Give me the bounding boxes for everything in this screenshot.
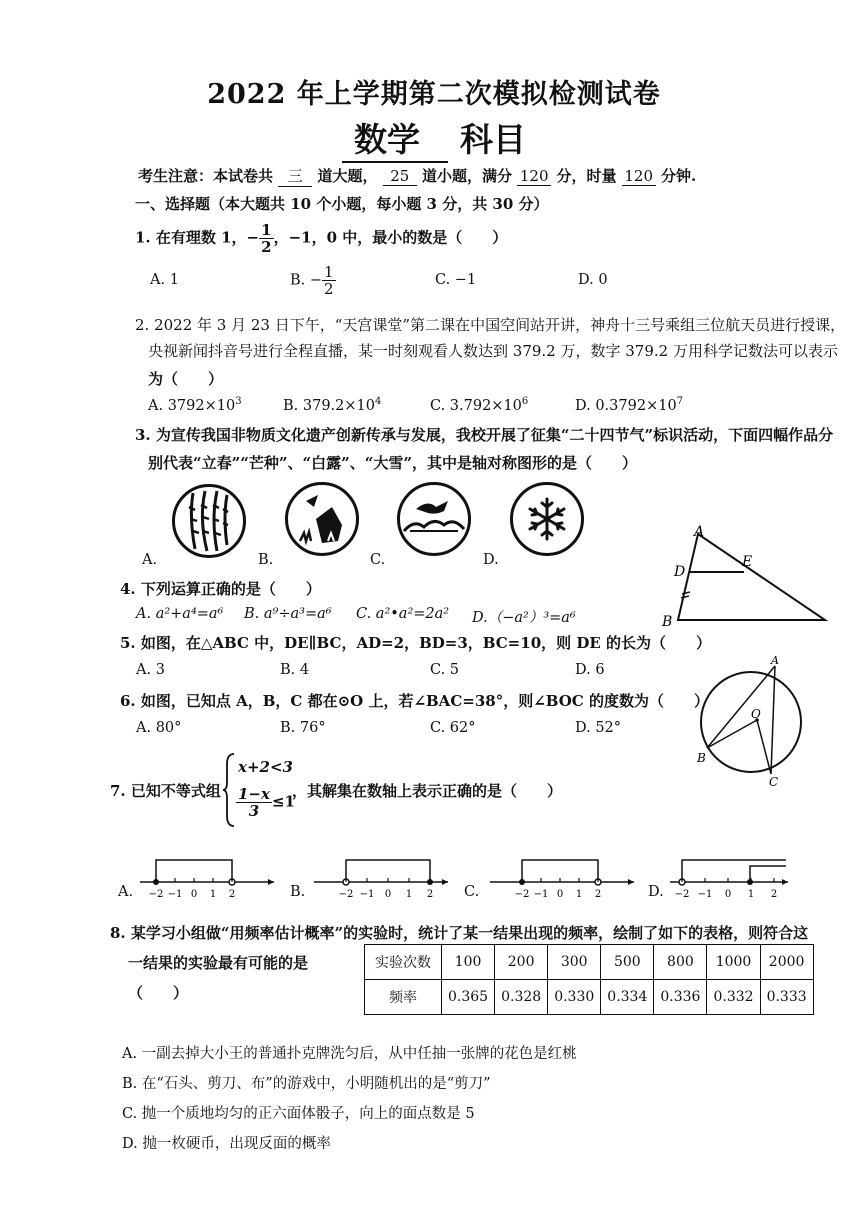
question-8-line1: 8. 某学习小组做“用频率估计概率”的实验时，统计了某一结果出现的频率，绘制了如下的表格，则符合这 [110, 924, 809, 942]
number-line-tick-label: −1 [167, 889, 183, 900]
q2-option-d: D. $0.3792\times 10^7$ [575, 396, 684, 414]
q7-option-b: B. [290, 884, 306, 900]
point-a-label: A [771, 654, 779, 667]
table-cell: 300 [548, 945, 601, 980]
egret-icon [400, 485, 468, 553]
question-3-line2: 别代表“立春”“芒种”、“白露”、“大雪”，其中是轴对称图形的是（ ） [148, 454, 638, 472]
q3-option-c: C. [370, 552, 386, 568]
number-line-tick-label: 2 [228, 889, 236, 900]
number-line-tick-label: −1 [697, 889, 713, 900]
table-header-cell: 实验次数 [365, 945, 442, 980]
point-d-label: D [674, 564, 686, 580]
mangzhong-emblem [285, 482, 359, 556]
number-line-tick-label: 0 [724, 889, 732, 900]
number-line-tick-label: 1 [209, 889, 217, 900]
question-5-stem: 5. 如图，在△ABC 中，DE∥BC，AD=2，BD=3，BC=10，则 DE 的长为（ ） [120, 634, 712, 652]
q1-option-c: C. −1 [435, 272, 477, 288]
table-cell: 0.336 [654, 980, 707, 1015]
q8-option-d: D. 抛一枚硬币，出现反面的概率 [122, 1136, 331, 1152]
number-line-tick-label: −1 [533, 889, 549, 900]
question-2-line1: 2. 2022 年 3 月 23 日下午，“天宫课堂”第二课在中国空间站开讲，神舟十三号乘组三位航天员进行授课， [135, 316, 846, 334]
table-cell: 800 [654, 945, 707, 980]
notice-mid1: 道大题， [317, 167, 378, 185]
question-3-line1: 3. 为宣传我国非物质文化遗产创新传承与发展，我校开展了征集“二十四节气”标识活动，下面四幅作品分 [135, 426, 834, 444]
section-count: 三 [278, 165, 312, 187]
question-1-stem: 1. 在有理数 1，− $\frac{1}{2}$ ，−1，0 中，最小的数是（ ） [135, 221, 508, 256]
q7-option-c: C. [464, 884, 480, 900]
number-line-tick-label: −2 [338, 889, 354, 900]
point-c-label: C [769, 775, 779, 789]
snowflake-icon [513, 485, 581, 553]
q6-option-a: A. 80° [136, 720, 182, 736]
table-row [365, 980, 814, 1015]
number-line-tick-label: −2 [674, 889, 690, 900]
q3-option-d: D. [483, 552, 499, 568]
subject-name: 数学 [342, 114, 448, 163]
q6-option-d: D. 52° [575, 720, 622, 736]
table-cell: 500 [601, 945, 654, 980]
q4-option-d: D.（−a²）³=a⁶ [472, 610, 576, 626]
q3-option-a: A. [142, 552, 158, 568]
table-cell: 200 [495, 945, 548, 980]
notice-mid3: 分，时量 [556, 167, 617, 185]
number-line-tick-label: 0 [384, 889, 392, 900]
triangle-figure [660, 522, 840, 634]
exam-title: 2022 年上学期第二次模拟检测试卷 [207, 79, 661, 110]
question-8-line2: 一结果的实验最有可能的是 [128, 954, 309, 972]
point-b-label: B [697, 751, 706, 765]
number-line-tick-label: 0 [190, 889, 198, 900]
section-1-heading: 一、选择题（本大题共 10 个小题，每小题 3 分，共 30 分） [135, 195, 549, 213]
vertex-b-label: B [662, 614, 673, 630]
q4-option-a: A. a²+a⁴=a⁶ [136, 606, 224, 622]
number-line-tick-label: 1 [575, 889, 583, 900]
number-line-c [488, 852, 638, 900]
table-cell: 0.365 [442, 980, 495, 1015]
q5-option-a: A. 3 [136, 662, 165, 678]
table-cell: 2000 [760, 945, 813, 980]
lichun-emblem [172, 484, 246, 558]
table-cell: 0.330 [548, 980, 601, 1015]
q4-option-c: C. a²•a²=2a² [356, 606, 450, 622]
q1-option-a: A. 1 [150, 272, 179, 288]
number-line-tick-label: 0 [556, 889, 564, 900]
notice-prefix: 考生注意：本试卷共 [138, 167, 274, 185]
notice-mid2: 道小题，满分 [421, 167, 512, 185]
q3-option-b: B. [258, 552, 274, 568]
table-cell: 0.334 [601, 980, 654, 1015]
q6-option-c: C. 62° [430, 720, 476, 736]
table-header-cell: 频率 [365, 980, 442, 1015]
table-cell: 0.333 [760, 980, 813, 1015]
q2-option-c: C. $3.792\times 10^6$ [430, 396, 529, 414]
daxue-emblem [510, 482, 584, 556]
question-4-stem: 4. 下列运算正确的是（ ） [120, 580, 321, 598]
number-line-tick-label: 2 [770, 889, 778, 900]
question-7-suffix: ，其解集在数轴上表示正确的是（ ） [292, 782, 563, 800]
inequality-1: x+2<3 [238, 758, 293, 776]
number-line-tick-label: −2 [148, 889, 164, 900]
frequency-table [364, 944, 814, 1015]
table-cell: 1000 [707, 945, 760, 980]
point-e-label: E [742, 554, 753, 570]
question-7-prefix: 7. 已知不等式组 [110, 782, 221, 800]
circle-figure [693, 652, 805, 792]
table-cell: 0.332 [707, 980, 760, 1015]
number-line-tick-label: 2 [594, 889, 602, 900]
number-line-tick-label: −1 [359, 889, 375, 900]
time-limit: 120 [622, 167, 656, 186]
full-score: 120 [517, 167, 551, 186]
number-line-a [138, 852, 278, 900]
table-cell: 100 [442, 945, 495, 980]
question-8-line3: （ ） [128, 984, 189, 1002]
q5-option-b: B. 4 [280, 662, 310, 678]
q6-option-b: B. 76° [280, 720, 326, 736]
question-6-stem: 6. 如图，已知点 A，B，C 都在⊙O 上，若∠BAC=38°，则∠BOC 的度数为（ ） [120, 692, 709, 710]
subject-suffix: 科目 [460, 120, 526, 159]
system-brace [222, 752, 236, 828]
number-line-tick-label: −2 [514, 889, 530, 900]
center-o-label: O [751, 707, 761, 721]
exam-notice [138, 165, 696, 187]
q8-option-a: A. 一副去掉大小王的普通扑克牌洗匀后，从中任抽一张牌的花色是红桃 [122, 1046, 577, 1062]
table-row [365, 945, 814, 980]
question-2-line2: 央视新闻抖音号进行全程直播，某一时刻观看人数达到 379.2 万，数字 379.2 万用科学记数法可以表示 [148, 342, 838, 360]
number-line-d [668, 852, 792, 900]
question-2-line3: 为（ ） [148, 370, 224, 388]
crop-icon [288, 485, 356, 553]
q4-option-b: B. a⁹÷a³=a⁶ [244, 606, 332, 622]
q2-option-b: B. $379.2\times 10^4$ [283, 396, 382, 414]
q1-option-d: D. 0 [578, 272, 608, 288]
question-count: 25 [383, 167, 417, 186]
number-line-tick-label: 2 [426, 889, 434, 900]
number-line-tick-label: 1 [747, 889, 755, 900]
number-line-b [312, 852, 452, 900]
q8-option-c: C. 抛一个质地均匀的正六面体骰子，向上的面点数是 5 [122, 1106, 475, 1122]
q1-option-b: B. − $\frac{1}{2}$ [290, 263, 334, 298]
number-line-tick-label: 1 [405, 889, 413, 900]
vertex-a-label: A [694, 524, 705, 540]
willow-icon [175, 487, 243, 555]
table-cell: 0.328 [495, 980, 548, 1015]
q5-option-d: D. 6 [575, 662, 605, 678]
inequality-2: $\frac{1-x}{3}$ ≤1 [238, 785, 295, 820]
q2-option-a: A. $3792\times 10^3$ [148, 396, 242, 414]
fraction: $\frac{1}{2}$ [261, 221, 272, 256]
q5-option-c: C. 5 [430, 662, 460, 678]
q7-option-d: D. [648, 884, 664, 900]
notice-end: 分钟. [660, 167, 697, 185]
bailu-emblem [397, 482, 471, 556]
q8-option-b: B. 在“石头、剪刀、布”的游戏中，小明随机出的是“剪刀” [122, 1076, 491, 1092]
q7-option-a: A. [118, 884, 134, 900]
subject-line [0, 114, 868, 163]
